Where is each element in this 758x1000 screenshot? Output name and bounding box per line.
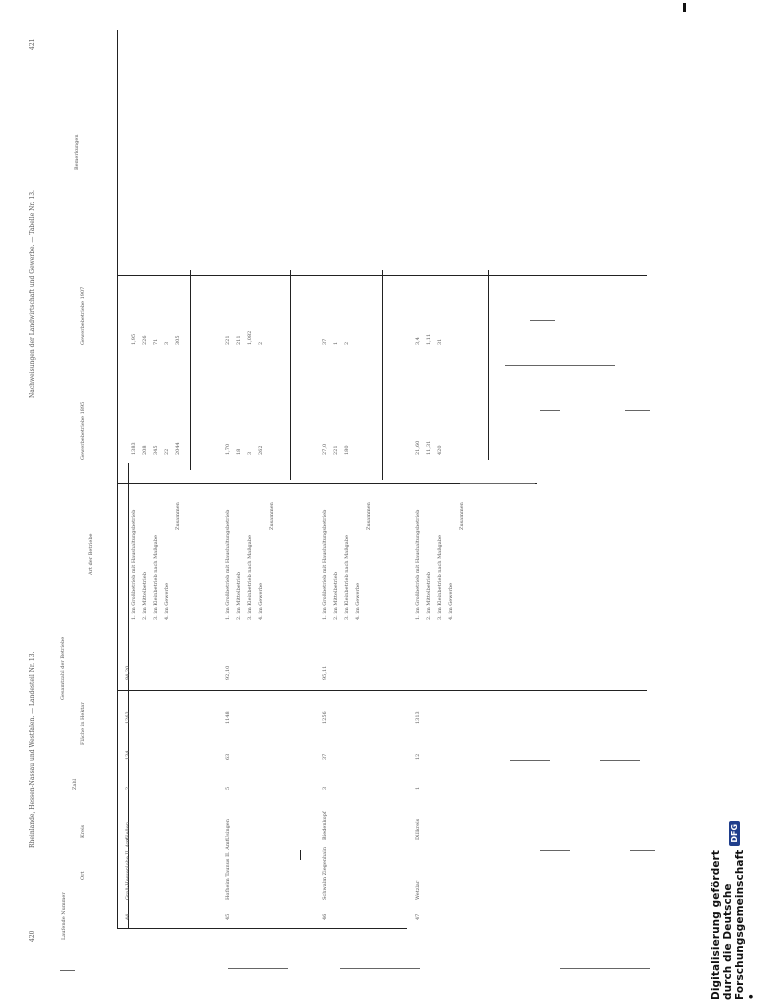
row-45-item: 3. im Kleinbetrieb nach Maßgabe — [247, 535, 253, 620]
header-gewerbe-1895: Gewerbebetriebe 1895 — [80, 401, 86, 460]
row-44-item: 4. im Gewerbe — [164, 582, 170, 620]
row-divider-3 — [382, 270, 383, 480]
running-title-right: Nachweisungen der Landwirtschaft und Gewerbe. — Tabelle Nr. 13. — [29, 190, 36, 398]
row-45-n1895: 262 — [258, 445, 264, 455]
row-44-v2: 134 — [125, 750, 131, 760]
row-47-num: 47 — [415, 913, 421, 920]
table-rule-left — [117, 928, 407, 929]
row-44-n1895: 345 — [153, 445, 159, 455]
row-45-v2: 63 — [225, 753, 231, 760]
row-47-item: 1. im Großbetrieb mit Haushaltungsbetrieb — [415, 509, 421, 620]
row-46-item: 3. im Kleinbetrieb nach Maßgabe — [344, 535, 350, 620]
header-gesamtzahl: Gesamtzahl der Betriebe — [60, 636, 66, 700]
row-44-n1895: 208 — [142, 445, 148, 455]
row-divider-2 — [290, 270, 291, 480]
scan-mark — [530, 320, 555, 321]
scan-mark — [625, 410, 650, 411]
page-number-left: 420 — [29, 930, 36, 942]
row-45-item: 1. im Großbetrieb mit Haushaltungsbetrieb — [225, 509, 231, 620]
row-46-item: 1. im Großbetrieb mit Haushaltungsbetrieb — [322, 509, 328, 620]
row-44-item: Zusammen — [175, 502, 181, 530]
scan-mark — [540, 410, 560, 411]
row-45-num: 45 — [225, 913, 231, 920]
row-45-n1907: 1,082 — [247, 330, 253, 345]
row-47-item: 2. im Mittelbetrieb — [426, 572, 432, 620]
row-44-n1907: 71 — [153, 338, 159, 345]
row-44-n1895: 1383 — [131, 442, 137, 455]
row-44-n1895: 22 — [164, 448, 170, 455]
dfg-logo-icon: DFG — [729, 821, 740, 846]
scan-mark — [560, 968, 650, 969]
row-45-kreis: Usingen — [225, 819, 231, 840]
row-47-n1907: 31 — [437, 338, 443, 345]
row-44-v3: 1263 — [125, 711, 131, 724]
row-45-v3: 1148 — [225, 711, 231, 724]
row-47-v2: 12 — [415, 753, 421, 760]
row-46-n1907: 1 — [333, 341, 339, 345]
header-kreis: Kreis — [80, 824, 86, 838]
scan-mark — [630, 850, 655, 851]
row-45-v4: 92,10 — [225, 665, 231, 680]
header-zahl: Zahl — [72, 778, 78, 790]
row-46-n1907: 2 — [344, 341, 350, 345]
row-46-n1907: 37 — [322, 338, 328, 345]
row-47-n1895: 21,60 — [415, 440, 421, 455]
row-44-n1907: 1,95 — [131, 333, 137, 345]
row-45-n1895: 18 — [236, 448, 242, 455]
scan-mark — [600, 760, 640, 761]
row-47-item: 4. im Gewerbe — [448, 582, 454, 620]
row-45-n1907: 2 — [258, 341, 264, 345]
row-47-item: 3. im Kleinbetrieb nach Maßgabe — [437, 535, 443, 620]
scan-mark — [340, 968, 420, 969]
scan-mark — [505, 365, 615, 366]
row-46-item: 4. im Gewerbe — [355, 582, 361, 620]
table-rule-top — [117, 30, 118, 928]
row-47-ort: Wetzlar — [415, 880, 421, 900]
row-46-v2: 37 — [322, 753, 328, 760]
row-47-item: Zusammen — [459, 502, 465, 530]
row-46-n1895: 221 — [333, 445, 339, 455]
row-44-v1: 2 — [125, 786, 131, 790]
header-art-der-betriebe: Art der Betriebe — [88, 533, 94, 575]
scan-mark — [540, 850, 570, 851]
row-47-v1: 1 — [415, 786, 421, 790]
row-44-num: 44 — [125, 913, 131, 920]
scan-mark — [228, 968, 288, 969]
header-bemerkungen: Bemerkungen — [74, 134, 80, 170]
row-44-n1907: 305 — [175, 335, 181, 345]
dfg-banner — [710, 821, 758, 1000]
row-47-v3: 1313 — [415, 711, 421, 724]
row-45-item: 2. im Mittelbetrieb — [236, 572, 242, 620]
row-44-n1907: 226 — [142, 335, 148, 345]
page-number-right: 421 — [29, 38, 36, 50]
row-44-ort: Groß-Hessenlohe II. Amt — [125, 837, 131, 900]
row-47-kreis: Dillkreis — [415, 818, 421, 840]
scan-mark — [60, 970, 75, 971]
row-44-v4: 84,20 — [125, 665, 131, 680]
row-47-n1907: 3,4 — [415, 337, 421, 345]
row-44-n1907: 3 — [164, 341, 170, 345]
row-47-n1895: 11,31 — [426, 440, 432, 455]
row-44-n1895: 2044 — [175, 442, 181, 455]
row-46-v3: 1256 — [322, 711, 328, 724]
scan-mark — [510, 760, 550, 761]
row-divider-4 — [488, 270, 489, 460]
header-gewerbe-1907: Gewerbebetriebe 1907 — [80, 286, 86, 345]
row-45-n1895: 3 — [247, 451, 253, 455]
header-laufende-nummer: Laufende Nummer — [61, 892, 67, 940]
row-46-item: 2. im Mittelbetrieb — [333, 572, 339, 620]
row-45-n1895: 1,70 — [225, 443, 231, 455]
row-47-n1907: 1,11 — [426, 333, 432, 345]
row-46-kreis: Biedenkopf — [322, 811, 328, 840]
scan-mark — [460, 483, 535, 484]
scan-corner-mark — [683, 3, 686, 12]
header-ort: Ort — [80, 871, 86, 880]
table-rule-mid-3 — [117, 690, 647, 691]
rule-stub — [300, 850, 301, 860]
running-title-left: Rheinlande, Hessen-Nassau und Westfalen. — Landesteil Nr. 13. — [29, 651, 36, 848]
row-45-v1: 5 — [225, 786, 231, 790]
row-44-kreis: Gießen — [125, 821, 131, 840]
row-44-item: 1. im Großbetrieb mit Haushaltungsbetrieb — [131, 509, 137, 620]
header-flaeche: Fläche in Hektar — [80, 702, 86, 745]
row-47-n1895: 420 — [437, 445, 443, 455]
row-45-ort: Hofheim Taunus II. Amt — [225, 839, 231, 900]
row-46-v1: 3 — [322, 786, 328, 790]
row-46-ort: Schwalm Ziegenhain — [322, 846, 328, 900]
row-45-n1907: 221 — [225, 335, 231, 345]
row-44-item: 3. im Kleinbetrieb nach Maßgabe — [153, 535, 159, 620]
row-45-n1907: 211 — [236, 335, 242, 345]
row-45-item: 4. im Gewerbe — [258, 582, 264, 620]
dfg-banner-text: Digitalisierung gefördert durch die Deutsche Forschungsgemeinschaft • — [710, 849, 758, 1000]
row-46-item: Zusammen — [366, 502, 372, 530]
row-divider-1 — [190, 270, 191, 470]
row-46-num: 46 — [322, 913, 328, 920]
row-45-item: Zusammen — [269, 502, 275, 530]
row-46-n1895: 180 — [344, 445, 350, 455]
row-46-v4: 95,11 — [322, 665, 328, 680]
row-44-item: 2. im Mittelbetrieb — [142, 572, 148, 620]
row-46-n1895: 27,0 — [322, 443, 328, 455]
